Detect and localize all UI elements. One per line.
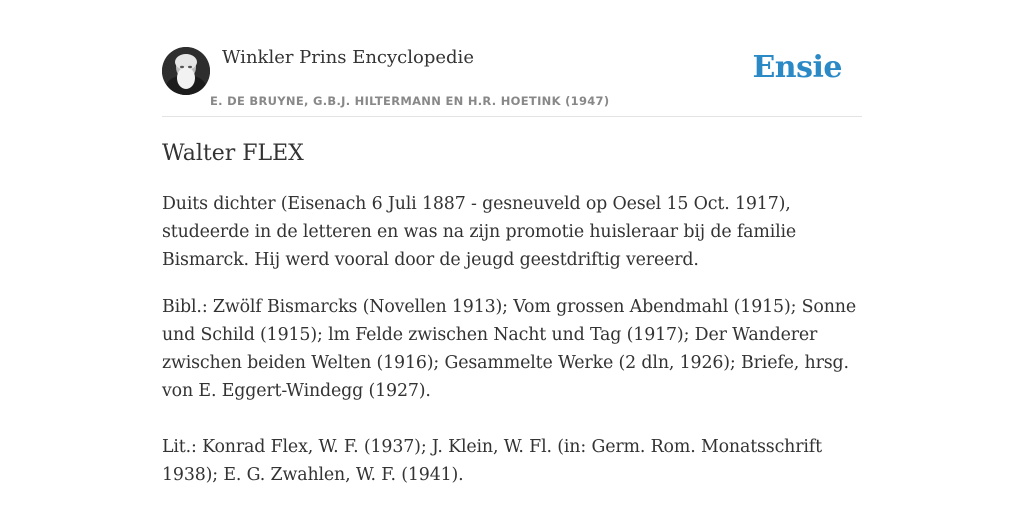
article-title: Walter FLEX <box>162 141 304 166</box>
article-paragraph-bibliography: Bibl.: Zwölf Bismarcks (Novellen 1913); Vom grossen Abendmahl (1915); Sonne und Schild (1915); lm Felde zwischen Nacht und Tag (1917); Der Wanderer zwischen beiden Welten (1916); Gesammelte Werke (2 dln, 1926); Briefe, hrsg. von E. Eggert-Windegg (1927). <box>162 297 856 401</box>
article-paragraph-description: Duits dichter (Eisenach 6 Juli 1887 - gesneuveld op Oesel 15 Oct. 1917), studeerde in de letteren en was na zijn promotie huisleraar bij de familie Bismarck. Hij werd vooral door de jeugd geestdriftig vereerd. <box>162 194 797 270</box>
article-paragraph-literature: Lit.: Konrad Flex, W. F. (1937); J. Klein, W. Fl. (in: Germ. Rom. Monatsschrift 1938); E. G. Zwahlen, W. F. (1941). <box>162 437 822 485</box>
article-content <box>162 138 862 489</box>
portrait-photo-icon <box>162 47 210 95</box>
encyclopedia-header <box>162 40 862 117</box>
author-portrait-avatar[interactable] <box>162 47 210 95</box>
encyclopedia-authors: E. DE BRUYNE, G.B.J. HILTERMANN EN H.R. HOETINK (1947) <box>210 94 610 108</box>
encyclopedia-title[interactable]: Winkler Prins Encyclopedie <box>222 47 474 68</box>
ensie-logo[interactable]: Ensie <box>752 50 842 85</box>
